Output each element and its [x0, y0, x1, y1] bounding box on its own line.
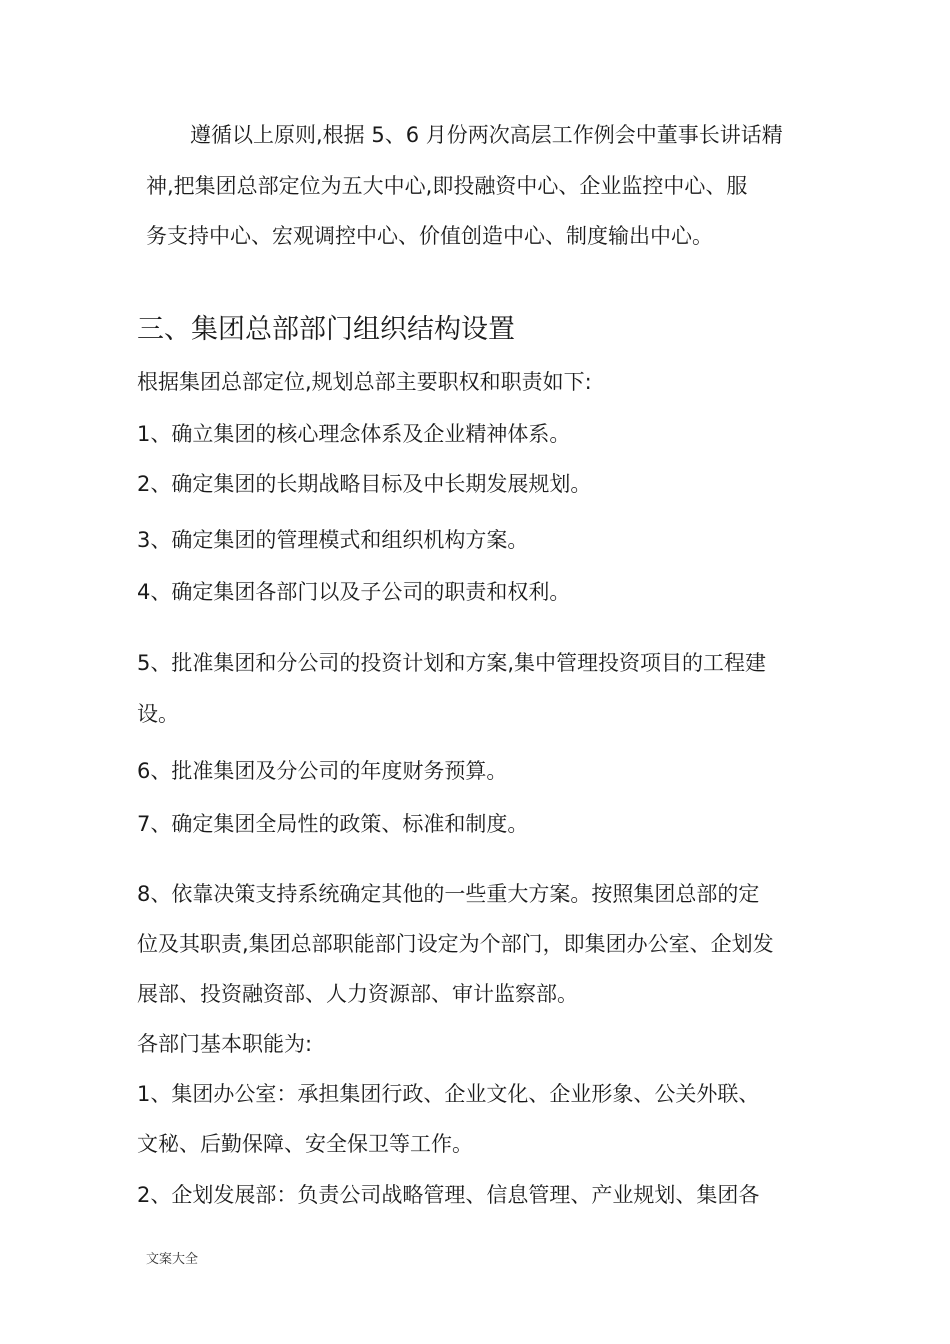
duty-item: 6、批准集团及分公司的年度财务预算。	[137, 759, 508, 783]
duty-item-continuation: 设。	[137, 702, 179, 726]
duty-item: 3、确定集团的管理模式和组织机构方案。	[137, 528, 529, 552]
function-item: 1、集团办公室：承担集团行政、企业文化、企业形象、公关外联、	[137, 1082, 760, 1106]
page-footer: 文案大全	[146, 1252, 199, 1267]
functions-lead: 各部门基本职能为:	[137, 1032, 313, 1056]
duty-item-continuation: 展部、投资融资部、人力资源部、审计监察部。	[137, 982, 578, 1006]
duty-item: 8、依靠决策支持系统确定其他的一些重大方案。按照集团总部的定	[137, 882, 760, 906]
lead-text: 根据集团总部定位,规划总部主要职权和职责如下:	[137, 370, 592, 394]
duty-item: 5、批准集团和分公司的投资计划和方案,集中管理投资项目的工程建	[137, 651, 767, 675]
duty-item: 7、确定集团全局性的政策、标准和制度。	[137, 812, 529, 836]
function-item: 2、企划发展部：负责公司战略管理、信息管理、产业规划、集团各	[137, 1183, 760, 1207]
duty-item: 1、确立集团的核心理念体系及企业精神体系。	[137, 422, 571, 446]
duty-item: 4、确定集团各部门以及子公司的职责和权利。	[137, 580, 571, 604]
intro-line-3: 务支持中心、宏观调控中心、价值创造中心、制度输出中心。	[146, 224, 713, 248]
function-item-continuation: 文秘、后勤保障、安全保卫等工作。	[137, 1132, 473, 1156]
duty-item-continuation: 位及其职责,集团总部职能部门设定为个部门，即集团办公室、企划发	[137, 932, 774, 956]
intro-line-2: 神,把集团总部定位为五大中心,即投融资中心、企业监控中心、服	[146, 174, 748, 198]
section-heading: 三、集团总部部门组织结构设置	[137, 314, 515, 345]
intro-line-1: 遵循以上原则,根据 5、6 月份两次高层工作例会中董事长讲话精	[190, 123, 783, 147]
duty-item: 2、确定集团的长期战略目标及中长期发展规划。	[137, 472, 592, 496]
